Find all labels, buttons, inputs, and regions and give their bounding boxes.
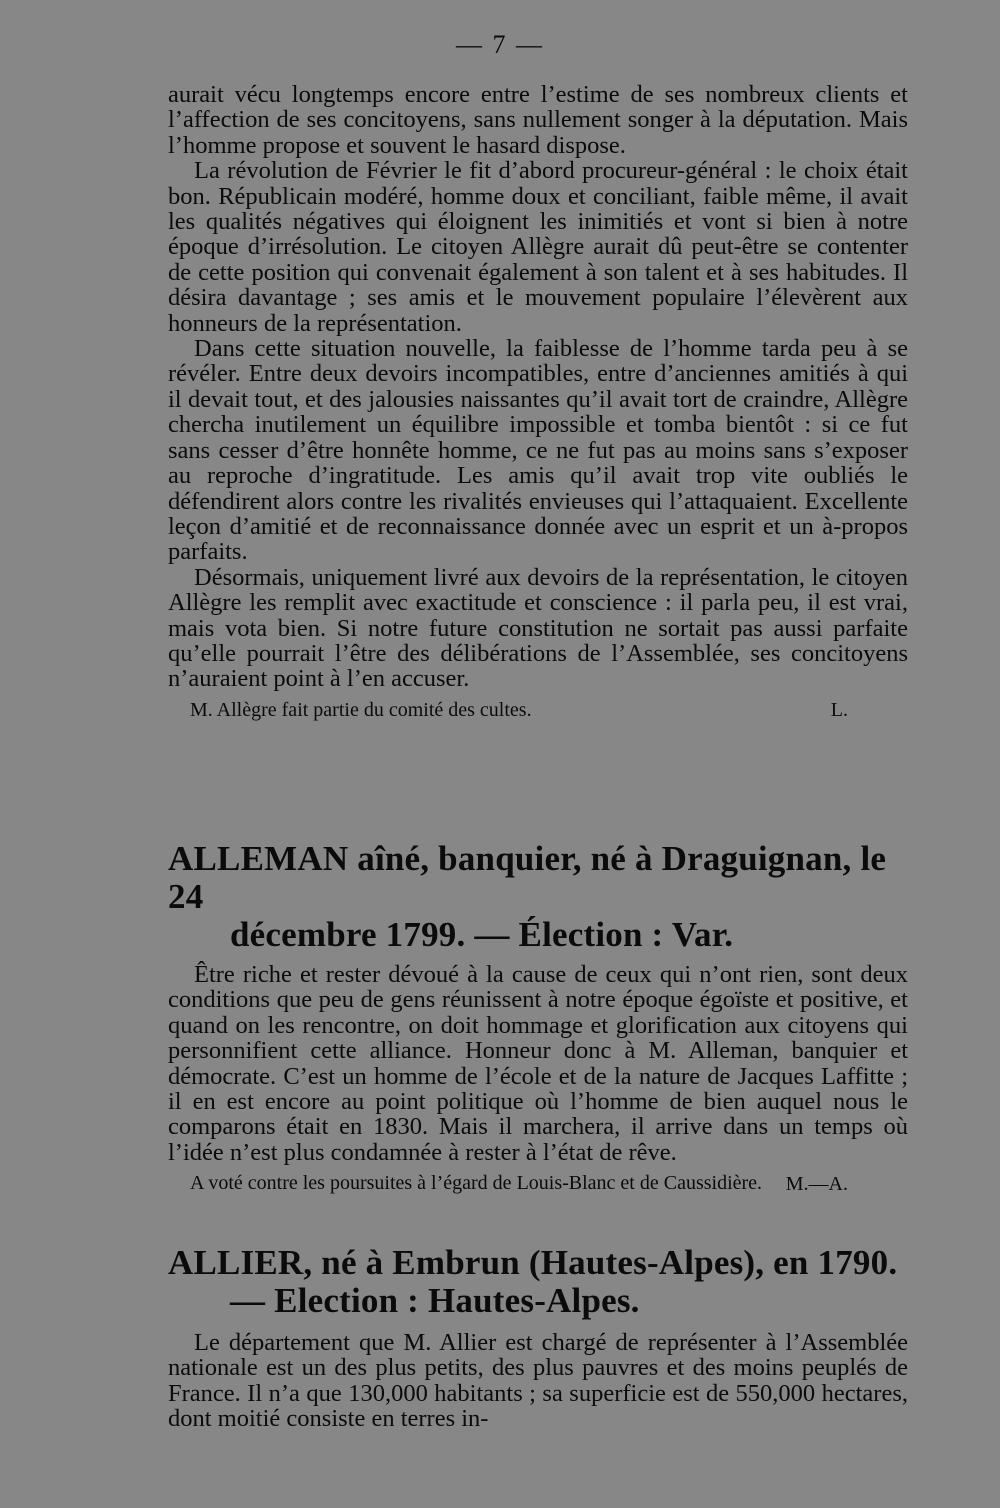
entry-heading (168, 840, 908, 954)
continuation-note: M. Allègre fait partie du comité des cultes. (190, 698, 532, 721)
page-number: — 7 — (456, 30, 544, 59)
continuation-note-row (168, 698, 908, 722)
entry-initials: M.—A. (785, 1173, 848, 1196)
entry-heading-line2: décembre 1799. — Élection : Var. (230, 915, 734, 954)
continuation-initials: L. (830, 698, 848, 721)
entry-heading-line1: ALLEMAN aîné, banquier, né à Draguignan, le 24 (168, 839, 887, 916)
continuation-paragraph-4: Désormais, uniquement livré aux devoirs de la représentation, le citoyen Allègre les remplit avec exactitude et conscience : il parla peu, il est vrai, mais vota bien. Si notre future constitution ne sortait pas aussi parfaite qu’elle pourrait l’être des délibérations de l’Assemblée, ses concitoyens n’auraient point à l’en accuser. (168, 563, 908, 693)
entry-paragraph: Le département que M. Allier est chargé de représenter à l’Assemblée nationale est un des plus petits, des plus pauvres et des moins peuplés de France. Il n’a que 130,000 habitants ; sa superficie est de 550,000 hectares, dont moitié consiste en terres in- (168, 1329, 908, 1433)
entry-note: A voté contre les poursuites à l’égard de Louis-Blanc et de Caussidière. (190, 1172, 763, 1195)
continuation-section (168, 82, 908, 722)
entry-alleman (168, 840, 908, 1195)
continuation-paragraph-2: La révolution de Février le fit d’abord procureur-général : le choix était bon. Républicain modéré, homme doux et conciliant, faible même, il avait les qualités négatives qui éloignent les inimitiés et vont si bien à notre époque d’irrésolution. Le citoyen Allègre aurait dû peut-être se contenter de cette position qui convenait également à son talent et à ses habitudes. Il désira davantage ; ses amis et le mouvement populaire l’élevèrent aux honneurs de la représentation. (168, 157, 908, 337)
entry-allier (168, 1244, 908, 1432)
entry-heading-line1: ALLIER, né à Embrun (Hautes-Alpes), en 1790. (168, 1243, 898, 1282)
entry-heading (168, 1244, 908, 1320)
continuation-paragraph-3: Dans cette situation nouvelle, la faiblesse de l’homme tarda peu à se révéler. Entre deux devoirs incompatibles, entre d’anciennes amitiés à qui il devait tout, et des jalousies naissantes qu’il avait tort de craindre, Allègre chercha inutilement un équilibre impossible et tomba bientôt : si ce fut sans cesser d’être honnête homme, ce ne fut pas au moins sans s’exposer au reproche d’ingratitude. Les amis qu’il avait trop vite oubliés le défendirent alors contre les rivalités envieuses qui l’attaquaient. Excellente leçon d’amitié et de reconnaissance donnée avec un esprit et un à-propos parfaits. (168, 335, 908, 566)
entry-heading-line2: — Election : Hautes-Alpes. (230, 1281, 640, 1320)
continuation-paragraph-1: aurait vécu longtemps encore entre l’estime de ses nombreux clients et l’affection de ses concitoyens, sans nullement songer à la députation. Mais l’homme propose et souvent le hasard dispose. (168, 81, 908, 159)
entry-paragraph: Être riche et rester dévoué à la cause de ceux qui n’ont rien, sont deux conditions que peu de gens réunissent à notre époque égoïste et positive, et quand on les rencontre, on doit hommage et glorification aux citoyens qui personnifient cette alliance. Honneur donc à M. Alleman, banquier et démocrate. C’est un homme de l’école et de la nature de Jacques Laffitte ; il en est encore au point politique où l’homme de bien auquel nous le comparons était en 1830. Mais il marchera, il arrive dans un temps où l’idée n’est plus condamnée à rester à l’état de rêve. (168, 961, 908, 1166)
